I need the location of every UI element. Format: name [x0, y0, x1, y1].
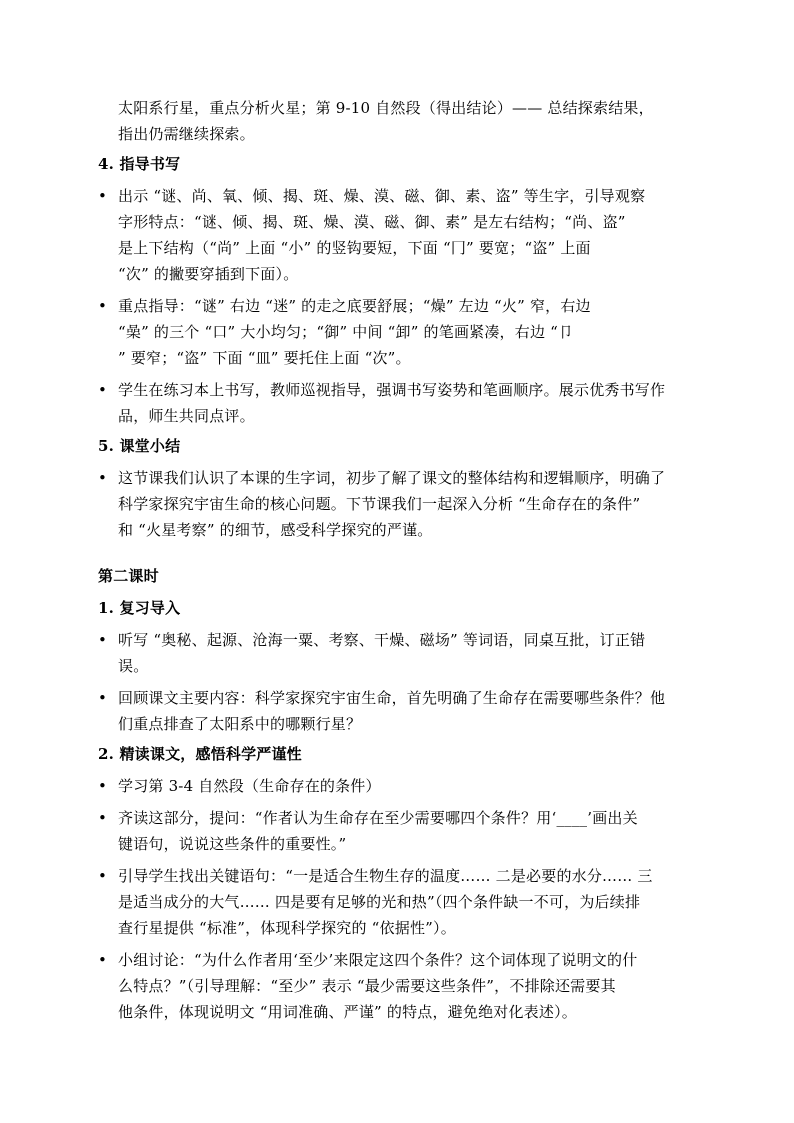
section-heading-review: 1. 复习导入	[98, 599, 181, 617]
paragraph-line: 学习第 3-4 自然段（生命存在的条件）	[118, 777, 381, 795]
bullet-icon: •	[98, 187, 107, 205]
bullet-icon: •	[98, 469, 107, 487]
paragraph-line: 和 “火星考察” 的细节，感受科学探究的严谨。	[118, 521, 433, 539]
bullet-icon: •	[98, 689, 107, 707]
lesson-title: 第二课时	[98, 567, 159, 585]
paragraph-line: 听写 “奥秘、起源、沧海一粟、考察、干燥、磁场” 等词语，同桌互批，订正错	[118, 631, 646, 649]
paragraph-line: ” 要窄；“盗” 下面 “皿” 要托住上面 “次”。	[118, 349, 411, 367]
paragraph-line: 字形特点：“谜、倾、揭、斑、燥、漠、磁、御、素” 是左右结构；“尚、盗”	[118, 213, 626, 231]
intro-line-1: 太阳系行星，重点分析火星；第 9-10 自然段（得出结论）—— 总结探索结果，	[118, 99, 654, 117]
paragraph-line: 引导学生找出关键语句：“一是适合生物生存的温度…… 二是必要的水分…… 三	[118, 867, 653, 885]
paragraph-line: 么特点？”（引导理解：“至少” 表示 “最少需要这些条件”，不排除还需要其	[118, 977, 616, 995]
paragraph-line: 他条件，体现说明文 “用词准确、严谨” 的特点，避免绝对化表述）。	[118, 1003, 577, 1021]
paragraph-line: 小组讨论：“为什么作者用‘至少’来限定这四个条件？这个词体现了说明文的什	[118, 951, 638, 969]
paragraph-line: 品，师生共同点评。	[118, 407, 255, 425]
bullet-icon: •	[98, 381, 107, 399]
bullet-icon: •	[98, 867, 107, 885]
section-heading-close-reading: 2. 精读课文，感悟科学严谨性	[98, 745, 302, 763]
paragraph-line: 齐读这部分，提问：“作者认为生命存在至少需要哪四个条件？用‘____’画出关	[118, 809, 638, 827]
paragraph-line: 科学家探究宇宙生命的核心问题。下节课我们一起深入分析 “生命存在的条件”	[118, 495, 641, 513]
paragraph-line: 出示 “谜、尚、氧、倾、揭、斑、燥、漠、磁、御、素、盗” 等生字，引导观察	[118, 187, 646, 205]
paragraph-line: 学生在练习本上书写，教师巡视指导，强调书写姿势和笔画顺序。展示优秀书写作	[118, 381, 666, 399]
paragraph-line: 重点指导：“谜” 右边 “迷” 的走之底要舒展；“燥” 左边 “火” 窄，右边	[118, 297, 591, 315]
bullet-icon: •	[98, 297, 107, 315]
paragraph-line: 误。	[118, 657, 149, 675]
bullet-icon: •	[98, 631, 107, 649]
section-heading-writing-guidance: 4. 指导书写	[98, 155, 181, 173]
paragraph-line: 这节课我们认识了本课的生字词，初步了解了课文的整体结构和逻辑顺序，明确了	[118, 469, 666, 487]
paragraph-line: 键语句，说说这些条件的重要性。”	[118, 835, 347, 853]
intro-line-2: 指出仍需继续探索。	[118, 125, 255, 143]
paragraph-line: 是上下结构（“尚” 上面 “小” 的竖钩要短，下面 “冂” 要宽；“盗” 上面	[118, 239, 591, 257]
paragraph-line: 回顾课文主要内容：科学家探究宇宙生命，首先明确了生命存在需要哪些条件？他	[118, 689, 666, 707]
bullet-icon: •	[98, 951, 107, 969]
bullet-icon: •	[98, 809, 107, 827]
paragraph-line: 查行星提供 “标准”，体现科学探究的 “依据性”）。	[118, 919, 456, 937]
paragraph-line: “次” 的撇要穿插到下面）。	[118, 265, 299, 283]
paragraph-line: “喿” 的三个 “口” 大小均匀；“御” 中间 “卸” 的笔画紧凑，右边 “卩	[118, 323, 574, 341]
paragraph-line: 是适当成分的大气…… 四是要有足够的光和热”（四个条件缺一不可，为后续排	[118, 893, 641, 911]
section-heading-summary: 5. 课堂小结	[98, 437, 181, 455]
paragraph-line: 们重点排查了太阳系中的哪颗行星？	[118, 715, 362, 733]
bullet-icon: •	[98, 777, 107, 795]
